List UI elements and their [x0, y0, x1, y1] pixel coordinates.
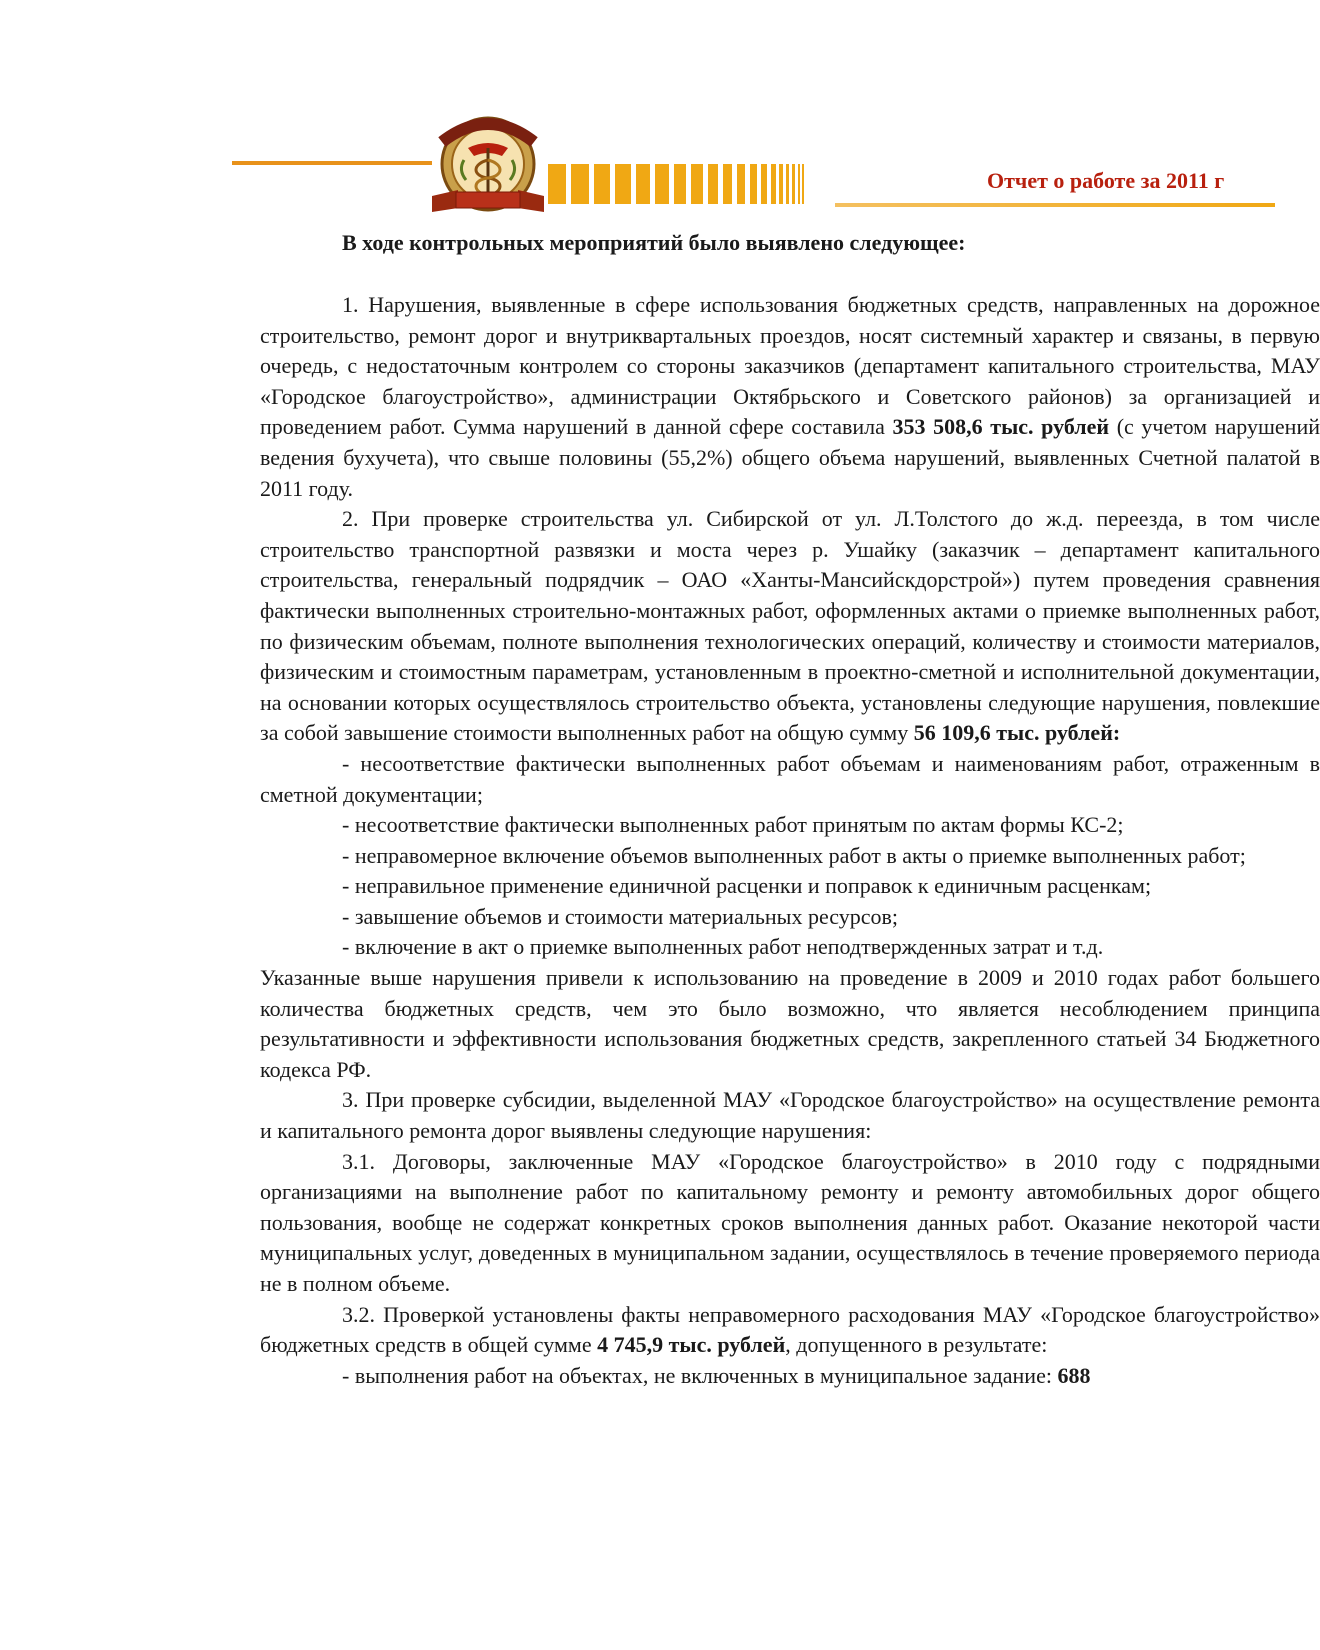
amount-bold: 56 109,6 тыс. рублей: [913, 720, 1121, 746]
paragraph-3-2: 3.2. Проверкой установлены факты неправомерного расходования МАУ «Городское благоустройство» бюджетных средств в общей сумме 4 745,9 тыс. рублей, допущенного в результате: [260, 1301, 1320, 1358]
amount-bold: 4 745,9 тыс. рублей [597, 1332, 786, 1358]
amount-bold: 353 508,6 тыс. рублей [892, 414, 1110, 440]
paragraph-conclusion: Указанные выше нарушения привели к использованию на проведение в 2009 и 2010 годах работ большего количества бюджетных средств, чем это было возможно, что является несоблюдением принципа результативности и эффективности использования бюджетных средств, закрепленного статьей 34 Бюджетного кодекса РФ. [260, 965, 1320, 1082]
paragraph-2: 2. При проверке строительства ул. Сибирской от ул. Л.Толстого до ж.д. переезда, в том числе строительство транспортной развязки и моста через р. Ушайку (заказчик – департамент капитального строительства, генеральный подрядчик – ОАО «Ханты-Мансийскдорстрой») путем проведения сравнения фактически выполненных строительно-монтажных работ, оформленных актами о приемке выполненных работ, по физическим объемам, полноте выполнения технологических операций, количеству и стоимости материалов, физическим и стоимостным параметрам, установленным в проектно-сметной и исполнительной документации, на основании которых осуществлялось строительство объекта, установлены следующие нарушения, повлекшие за собой завышение стоимости выполненных работ на общую сумму 56 109,6 тыс. рублей: [260, 506, 1320, 746]
body-text [260, 290, 1320, 1391]
bullet-item: - несоответствие фактически выполненных работ объемам и наименованиям работ, отраженным в сметной документации; [260, 750, 1320, 807]
amount-bold: 688 [1057, 1362, 1091, 1388]
paragraph-3-3: - выполнения работ на объектах, не включенных в муниципальное задание: 688 [342, 1362, 1091, 1388]
section-heading: В ходе контрольных мероприятий было выявлено следующее: [342, 230, 966, 255]
bullet-item: - неправильное применение единичной расценки и поправок к единичным расценкам; [342, 873, 1152, 899]
paragraph-1: 1. Нарушения, выявленные в сфере использования бюджетных средств, направленных на дорожное строительство, ремонт дорог и внутриквартальных проездов, носят системный характер и связаны, в первую очередь, с недостаточным контролем со стороны заказчиков (департамент капитального строительства, МАУ «Городское благоустройство», администрации Октябрьского и Советского районов) за организацией и проведением работ. Сумма нарушений в данной сфере составила 353 508,6 тыс. рублей (с учетом нарушений ведения бухучета), что свыше половины (55,2%) общего объема нарушений, выявленных Счетной палатой в 2011 году. [260, 292, 1320, 501]
bullet-item: - несоответствие фактически выполненных работ принятым по актам формы КС-2; [342, 812, 1124, 838]
paragraph-3: 3. При проверке субсидии, выделенной МАУ «Городское благоустройство» на осуществление ремонта и капитального ремонта дорог выявлены следующие нарушения: [260, 1087, 1320, 1144]
report-title: Отчет о работе за 2011 г [987, 168, 1225, 193]
bullet-item: - включение в акт о приемке выполненных работ неподтвержденных затрат и т.д. [342, 934, 1104, 960]
bullet-item: - завышение объемов и стоимости материальных ресурсов; [342, 903, 899, 929]
bullet-item: - неправомерное включение объемов выполненных работ в акты о приемке выполненных работ; [342, 842, 1246, 868]
paragraph-3-1: 3.1. Договоры, заключенные МАУ «Городское благоустройство» в 2010 году с подрядными организациями на выполнение работ по капитальному ремонту и ремонту автомобильных дорог общего пользования, вообще не содержат конкретных сроков выполнения данных работ. Оказание некоторой части муниципальных услуг, доведенных в муниципальном задании, осуществлялось в течение проверяемого периода не в полном объеме. [260, 1148, 1320, 1296]
